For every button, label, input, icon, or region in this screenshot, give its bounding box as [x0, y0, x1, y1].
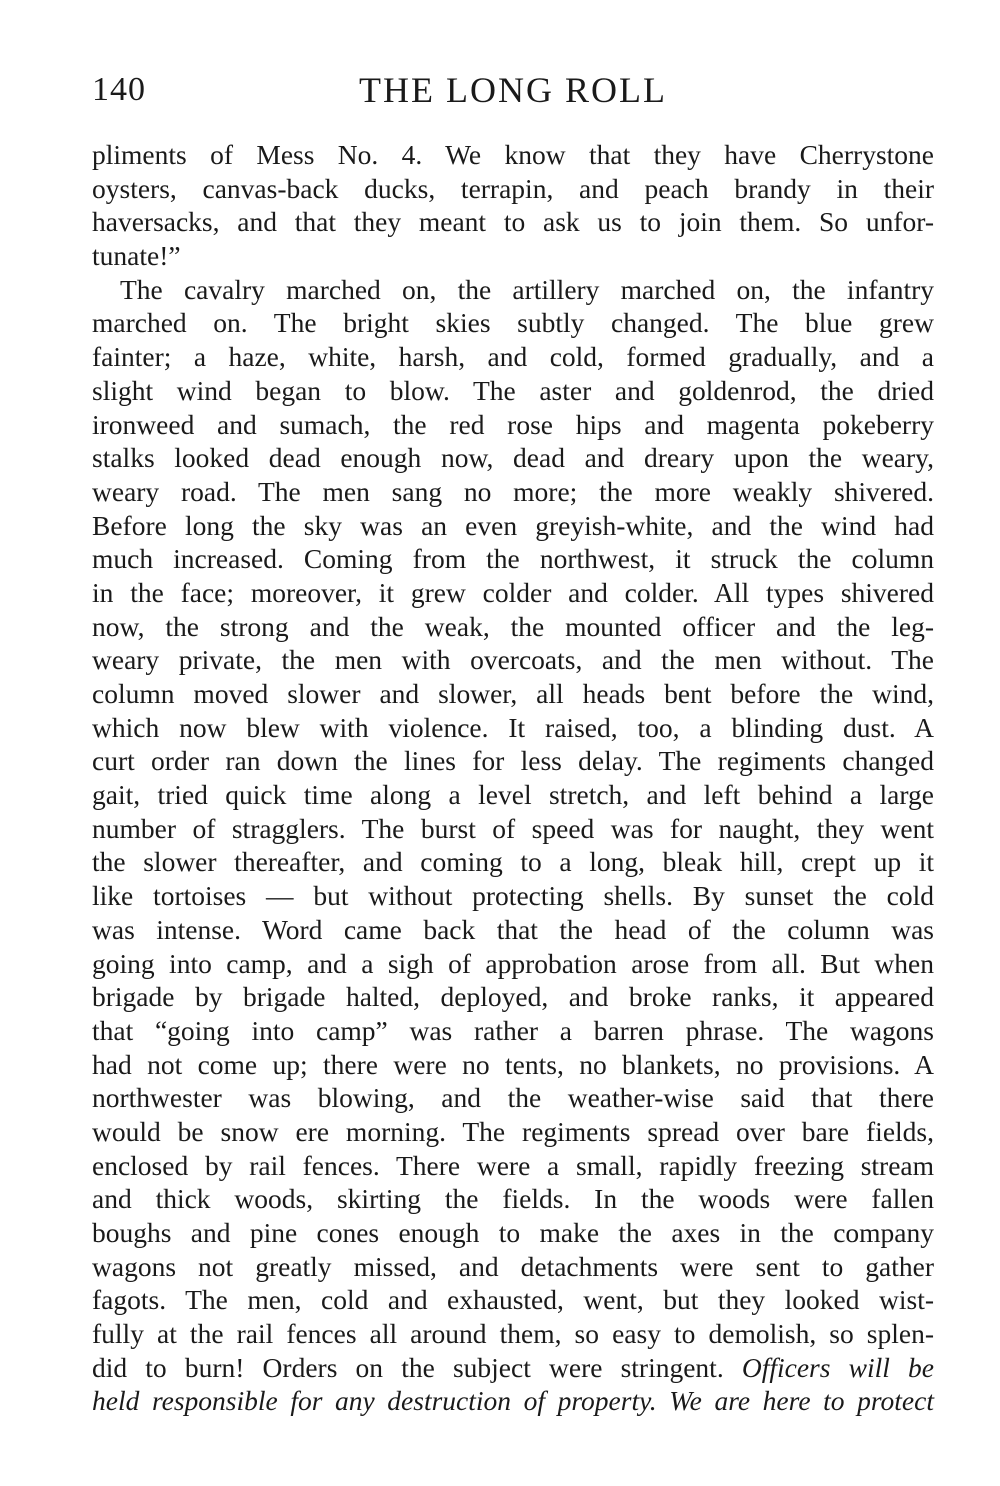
line-text: had not come up; there were no tents, no blankets, no provisions. A — [92, 1048, 934, 1080]
line-text: which now blew with violence. It raised, too, a blinding dust. A — [92, 711, 934, 743]
text-line — [92, 1182, 934, 1216]
line-text: and thick woods, skirting the fields. In the woods were fallen — [92, 1183, 934, 1215]
text-line — [92, 1048, 934, 1082]
line-text: marched on. The bright skies subtly changed. The blue grew — [92, 307, 934, 339]
line-text: number of stragglers. The burst of speed was for naught, they went — [92, 812, 934, 844]
running-title: THE LONG ROLL — [359, 70, 667, 110]
page-number: 140 — [92, 71, 146, 108]
line-text: much increased. Coming from the northwest, it struck the column — [92, 543, 934, 575]
text-line — [92, 1149, 934, 1183]
text-line — [92, 711, 934, 745]
line-text: fagots. The men, cold and exhausted, went, but they looked wist- — [92, 1284, 934, 1316]
text-line — [92, 643, 934, 677]
line-text: Before long the sky was an even greyish-white, and the wind had — [92, 509, 934, 541]
text-line — [92, 306, 934, 340]
text-line — [92, 1317, 934, 1351]
line-text: brigade by brigade halted, deployed, and broke ranks, it appeared — [92, 981, 934, 1013]
text-line — [92, 744, 934, 778]
line-text: stalks looked dead enough now, dead and dreary upon the weary, — [92, 442, 934, 474]
line-text: was intense. Word came back that the head of the column was — [92, 913, 934, 945]
text-line — [92, 812, 934, 846]
text-line — [92, 845, 934, 879]
line-text: northwester was blowing, and the weather-wise said that there — [92, 1082, 934, 1114]
text-line — [92, 677, 934, 711]
italic-text: Officers will be — [741, 1351, 934, 1383]
line-text: fully at the rail fences all around them, so easy to demolish, so splen- — [92, 1318, 934, 1350]
text-line — [92, 172, 934, 206]
text-line — [92, 273, 934, 307]
line-text: ironweed and sumach, the red rose hips and magenta pokeberry — [92, 408, 934, 440]
text-line — [92, 408, 934, 442]
text-line — [92, 778, 934, 812]
line-text: wagons not greatly missed, and detachments were sent to gather — [92, 1250, 934, 1282]
text-line — [92, 913, 934, 947]
text-line — [92, 879, 934, 913]
text-line — [92, 239, 934, 273]
text-line — [92, 980, 934, 1014]
italic-text: held responsible for any destruction of property. We are here to protect — [92, 1385, 934, 1417]
text-line — [92, 1216, 934, 1250]
body-text — [92, 138, 934, 1418]
line-text: now, the strong and the weak, the mounted officer and the leg- — [92, 610, 934, 642]
line-text: weary road. The men sang no more; the more weakly shivered. — [92, 475, 934, 507]
line-text: pliments of Mess No. 4. We know that they have Cherrystone — [92, 139, 934, 170]
text-line — [92, 340, 934, 374]
line-text: boughs and pine cones enough to make the axes in the company — [92, 1217, 934, 1248]
text-line — [92, 1081, 934, 1115]
line-text: column moved slower and slower, all heads bent before the wind, — [92, 678, 934, 709]
text-line — [92, 374, 934, 408]
line-text: oysters, canvas-back ducks, terrapin, and peach brandy in their — [92, 172, 934, 204]
page-header — [92, 68, 934, 112]
text-line — [92, 138, 934, 172]
text-line — [92, 947, 934, 981]
line-text: that “going into camp” was rather a barren phrase. The wagons — [92, 1014, 934, 1046]
line-text: haversacks, and that they meant to ask us to join them. So unfor- — [92, 206, 934, 238]
line-text: enclosed by rail fences. There were a small, rapidly freezing stream — [92, 1149, 934, 1181]
text-line — [92, 1014, 934, 1048]
line-text: slight wind began to blow. The aster and goldenrod, the dried — [92, 374, 934, 406]
text-line — [92, 205, 934, 239]
line-text: did to burn! Orders on the subject were stringent. — [92, 1351, 724, 1383]
line-text: would be snow ere morning. The regiments spread over bare fields, — [92, 1115, 934, 1147]
line-text: The cavalry marched on, the artillery marched on, the infantry — [120, 273, 934, 305]
text-line — [92, 1283, 934, 1317]
text-line — [92, 1250, 934, 1284]
text-line — [92, 1351, 934, 1385]
text-line — [92, 610, 934, 644]
text-line — [92, 509, 934, 543]
line-text: weary private, the men with overcoats, and the men without. The — [92, 644, 934, 676]
text-line — [92, 1384, 934, 1418]
line-text: tunate!” — [92, 240, 181, 272]
line-text: in the face; moreover, it grew colder and colder. All types shivered — [92, 576, 934, 608]
text-line — [92, 542, 934, 576]
line-text: the slower thereafter, and coming to a long, bleak hill, crept up it — [92, 846, 934, 878]
text-line — [92, 475, 934, 509]
text-line — [92, 1115, 934, 1149]
line-text: gait, tried quick time along a level stretch, and left behind a large — [92, 779, 934, 811]
line-text: like tortoises — but without protecting shells. By sunset the cold — [92, 880, 934, 912]
text-line — [92, 441, 934, 475]
line-text: curt order ran down the lines for less delay. The regiments changed — [92, 745, 934, 777]
line-text: going into camp, and a sigh of approbation arose from all. But when — [92, 947, 934, 979]
line-text: fainter; a haze, white, harsh, and cold, formed gradually, and a — [92, 341, 934, 373]
text-line — [92, 576, 934, 610]
